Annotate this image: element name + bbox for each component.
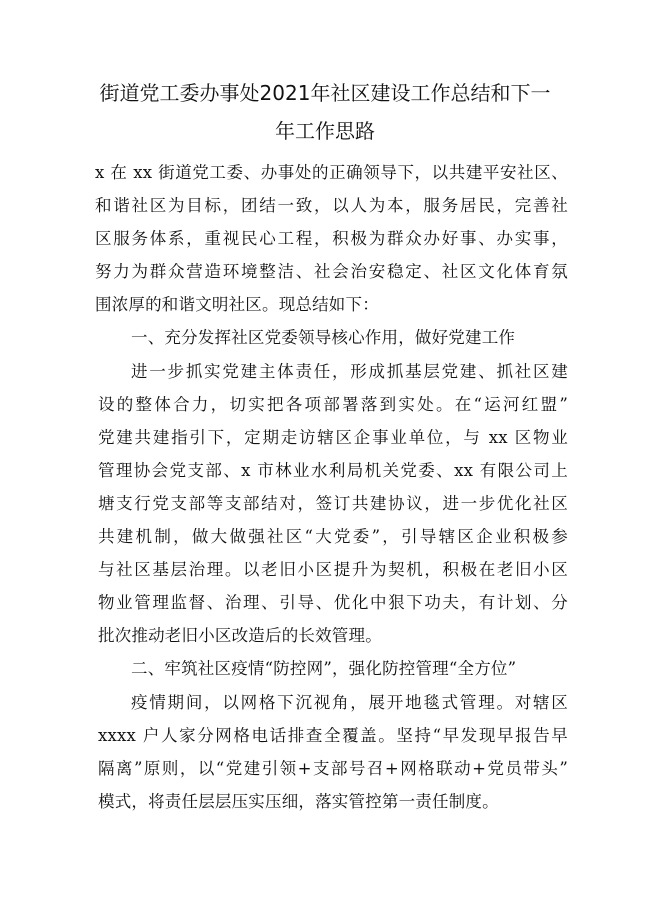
document-title-line-2: 年工作思路 [275,119,375,143]
paragraph-line: x 在 xx 街道党工委、办事处的正确领导下，以共建平安社区、 [95,163,568,182]
paragraph-line: 批次推动老旧小区改造后的长效管理。 [98,626,382,646]
paragraph-line: 与社区基层治理。以老旧小区提升为契机，积极在老旧小区 [98,560,568,580]
paragraph-line: 模式，将责任层层压实压细，落实管控第一责任制度。 [98,791,499,811]
intro-paragraph [95,156,568,321]
paragraph-line: 物业管理监督、治理、引导、优化中狠下功夫，有计划、分 [98,593,568,613]
paragraph-line: 塘支行党支部等支部结对，签订共建协议，进一步优化社区 [98,493,568,513]
paragraph-line: 管理协会党支部、x 市林业水利局机关党委、xx 有限公司上 [98,460,568,480]
paragraph-line: 进一步抓实党建主体责任，形成抓基层党建、抓社区建 [131,361,568,381]
paragraph-line: xxxx 户人家分网格电话排查全覆盖。坚持“早发现早报告早 [98,725,568,745]
document-title-line-1: 街道党工委办事处2021年社区建设工作总结和下一 [99,81,551,105]
section-2-paragraph [98,686,568,818]
paragraph-line: 党建共建指引下，定期走访辖区企事业单位，与 xx 区物业 [98,427,568,447]
paragraph-line: 共建机制，做大做强社区“大党委”，引导辖区企业积极参 [98,527,568,547]
paragraph-line: 疫情期间，以网格下沉视角，展开地毯式管理。对辖区 [131,692,568,712]
paragraph-line: 设的整体合力，切实把各项部署落到实处。在“运河红盟” [98,394,568,414]
paragraph-line: 围浓厚的和谐文明社区。现总结如下： [95,295,379,315]
paragraph-line: 区服务体系，重视民心工程，积极为群众办好事、办实事， [95,229,568,249]
section-heading-2: 二、牢筑社区疫情“防控网”，强化防控管理“全方位” [131,659,517,679]
paragraph-line: 努力为群众营造环境整洁、社会治安稳定、社区文化体育氛 [95,262,568,282]
document-body [95,156,568,818]
paragraph-line: 隔离”原则，以“党建引领+支部号召+网格联动+党员带头” [98,758,568,778]
section-heading-1: 一、充分发挥社区党委领导核心作用，做好党建工作 [131,328,516,348]
paragraph-line: 和谐社区为目标，团结一致，以人为本，服务居民，完善社 [95,196,568,216]
section-1-paragraph [98,355,568,653]
